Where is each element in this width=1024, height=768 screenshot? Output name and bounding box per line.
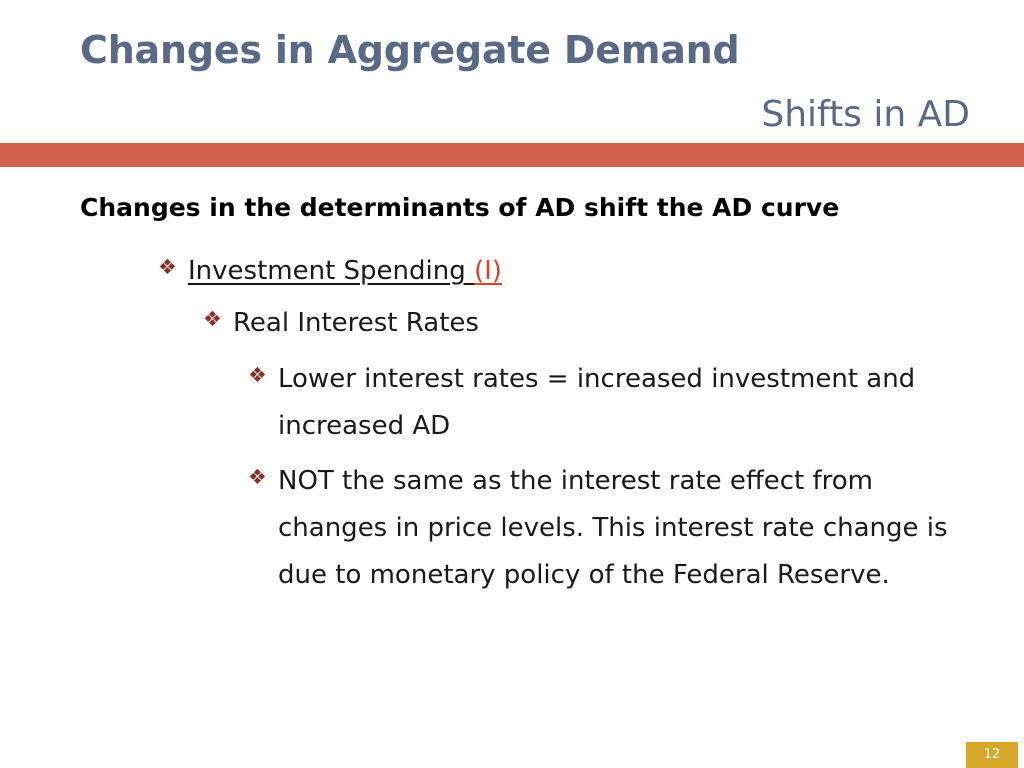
slide-subtitle: Shifts in AD [761, 94, 970, 135]
bullet-real-interest-rates [203, 300, 803, 347]
diamond-bullet-icon: ❖ [248, 363, 267, 387]
page-number-badge: 12 [966, 742, 1018, 768]
bullet-not-same [248, 458, 948, 599]
investment-spending-label: Investment Spending [188, 256, 474, 286]
bullet-text [158, 248, 758, 295]
bullet-text: Real Interest Rates [233, 308, 479, 338]
slide-heading: Changes in the determinants of AD shift the AD curve [80, 193, 840, 222]
accent-bar [0, 143, 1024, 167]
bullet-investment-spending [158, 248, 758, 295]
bullet-text: NOT the same as the interest rate effect from changes in price levels. This interest rate change is due to monetary policy of the Federal Reserve. [278, 466, 948, 590]
diamond-bullet-icon: ❖ [248, 465, 267, 489]
diamond-bullet-icon: ❖ [203, 307, 222, 331]
investment-abbrev: (I) [474, 256, 502, 286]
bullet-lower-interest-rates [248, 356, 988, 450]
bullet-text: Lower interest rates = increased investment and increased AD [278, 364, 916, 441]
diamond-bullet-icon: ❖ [158, 255, 177, 279]
slide-title: Changes in Aggregate Demand [80, 28, 740, 72]
